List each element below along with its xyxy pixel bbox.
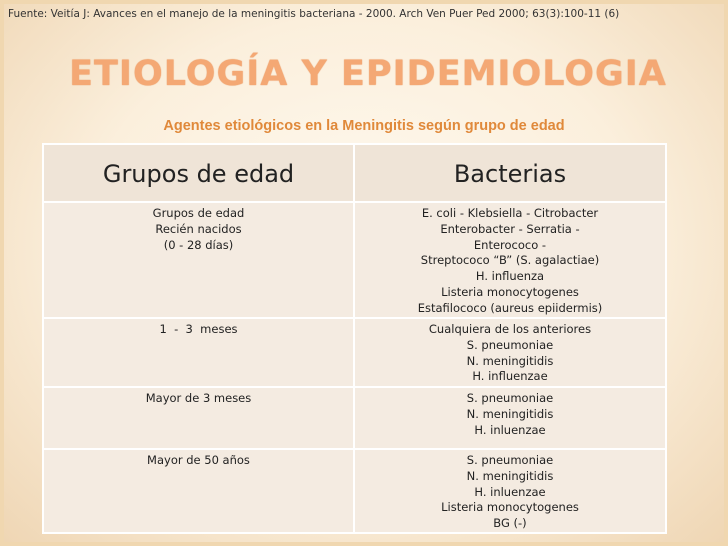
age-cell <box>43 318 354 387</box>
header-bacteria: Bacterias <box>354 144 666 202</box>
age-line: (0 - 28 días) <box>163 237 234 252</box>
bacteria-line: BG (-) <box>493 516 527 531</box>
bacteria-line: Listeria monocytogenes <box>441 284 579 299</box>
bacteria-line: N. meningitidis <box>466 406 554 421</box>
bacteria-line: H. influenzae <box>472 369 548 384</box>
bacteria-line: H. inluenzae <box>474 422 546 437</box>
table-subtitle: Agentes etiológicos en la Meningitis según grupo de edad <box>163 118 565 134</box>
age-line: Recién nacidos <box>155 221 242 236</box>
bacteria-cell <box>354 202 666 318</box>
etiology-table <box>42 143 667 534</box>
bacteria-cell <box>354 318 666 387</box>
bacteria-line: Streptococo “B” (S. agalactiae) <box>420 253 600 268</box>
bacteria-line: Enterococo - <box>473 237 547 252</box>
bacteria-line: H. influenza <box>475 269 545 284</box>
table-header-row <box>43 144 666 202</box>
bacteria-cell <box>354 387 666 449</box>
table-row <box>43 318 666 387</box>
bacteria-line: S. pneumoniae <box>466 391 554 405</box>
bacteria-line: E. coli - Klebsiella - Citrobacter <box>421 206 599 220</box>
bacteria-line: S. pneumoniae <box>466 337 554 352</box>
bacteria-line: Estafilococo (aureus epiidermis) <box>417 300 603 315</box>
source-citation: Fuente: Veitía J: Avances en el manejo de la meningitis bacteriana - 2000. Arch Ven Puer Ped 2000; 63(3):100-11 (6) <box>8 8 620 20</box>
table-row <box>43 387 666 449</box>
table-row <box>43 202 666 318</box>
age-cell <box>43 387 354 449</box>
bacteria-line: Enterobacter - Serratia - <box>440 221 580 236</box>
bacteria-line: N. meningitidis <box>466 468 554 483</box>
bacteria-line: S. pneumoniae <box>466 453 554 467</box>
age-cell <box>43 202 354 318</box>
header-age-group: Grupos de edad <box>43 144 354 202</box>
age-line: 1 - 3 meses <box>159 322 238 336</box>
bacteria-line: Cualquiera de los anteriores <box>428 322 592 336</box>
age-line: Mayor de 3 meses <box>145 391 252 405</box>
bacteria-line: Listeria monocytogenes <box>441 500 579 515</box>
age-line: Grupos de edad <box>152 206 245 220</box>
age-cell <box>43 449 354 533</box>
bacteria-line: H. inluenzae <box>474 484 546 499</box>
age-line: Mayor de 50 años <box>147 453 250 467</box>
table-row <box>43 449 666 533</box>
bacteria-cell <box>354 449 666 533</box>
slide-title: ETIOLOGÍA Y EPIDEMIOLOGIA <box>69 54 667 94</box>
bacteria-line: N. meningitidis <box>466 353 554 368</box>
